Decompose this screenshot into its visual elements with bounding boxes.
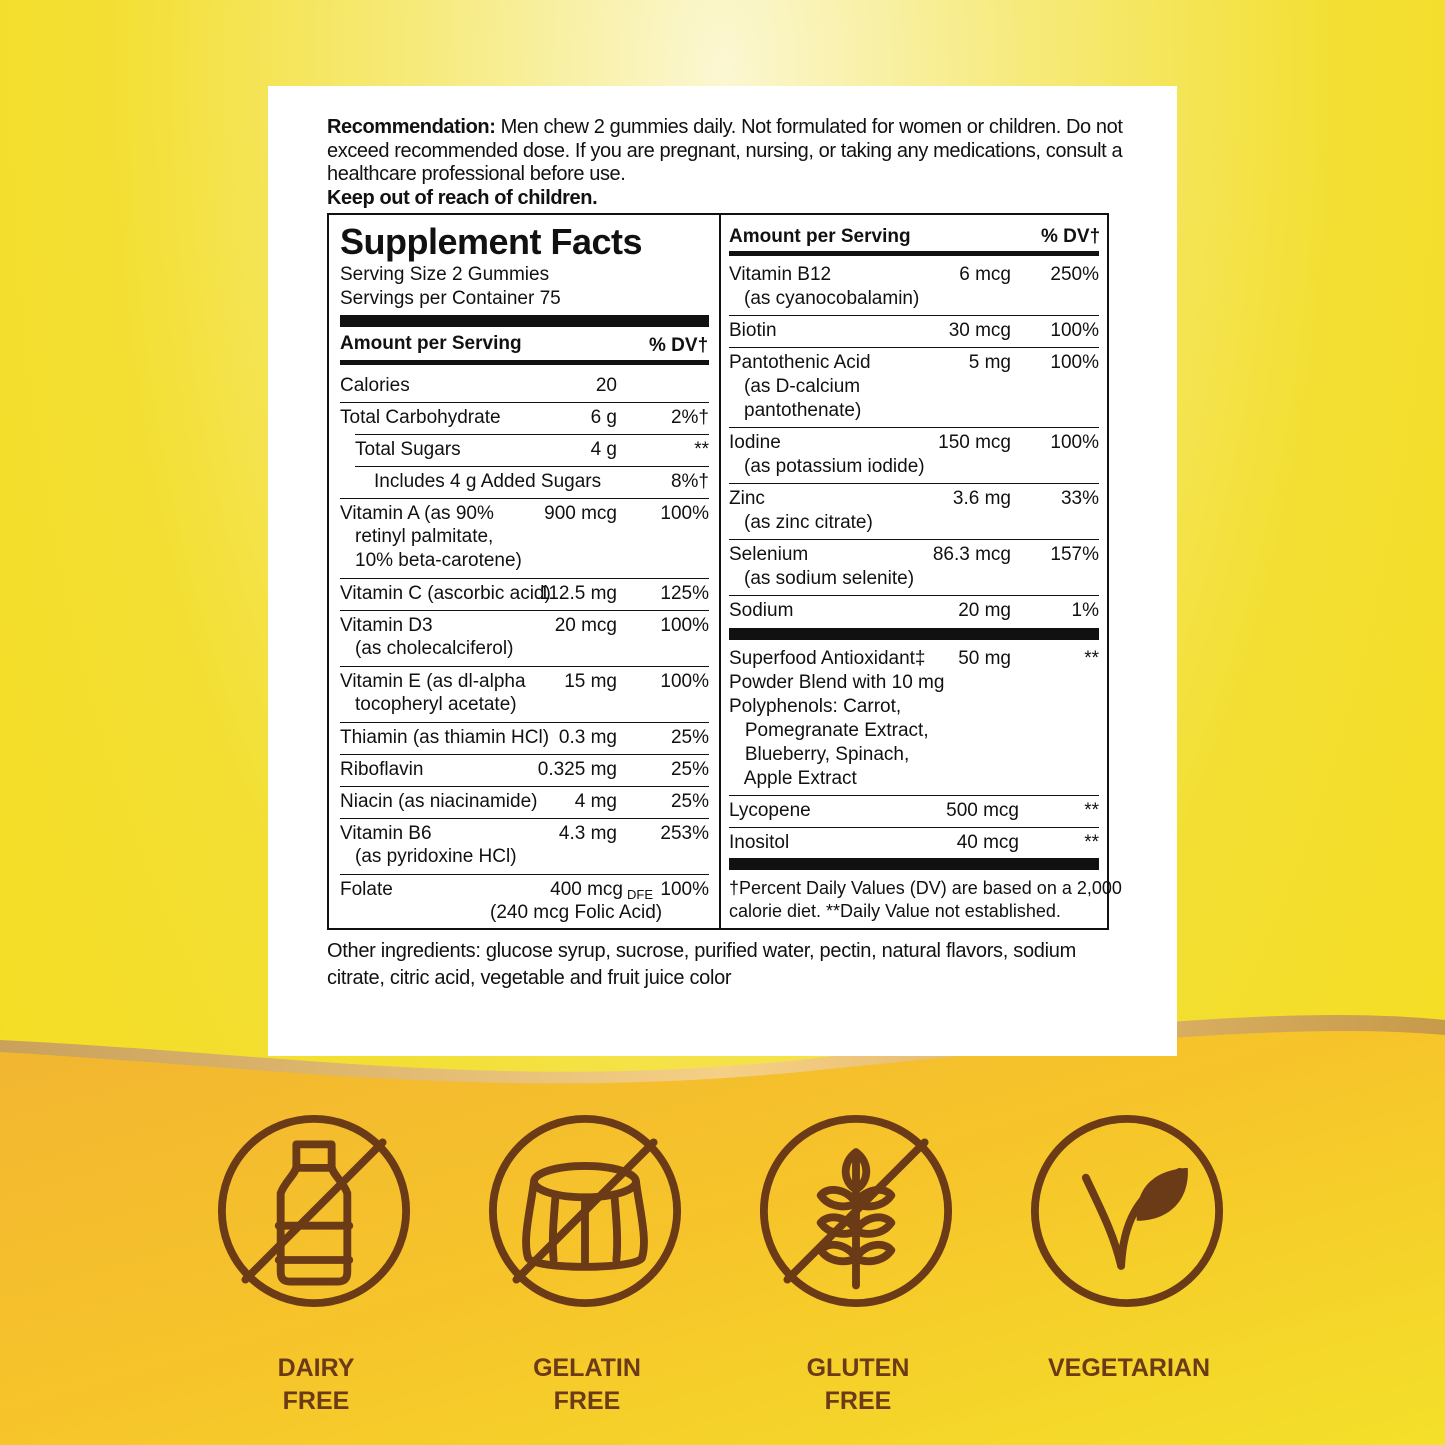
badge-label-vegetarian [1029, 1352, 1229, 1385]
blend-amount: 50 mg [958, 648, 1011, 669]
nutrient-dv: 100% [660, 879, 709, 900]
nutrient-dv: ** [1084, 800, 1099, 821]
leaf-sprout-icon [1029, 1113, 1225, 1309]
nutrient-name: Vitamin A (as 90% [340, 503, 494, 524]
badge-label-line: FREE [824, 1387, 892, 1415]
badge-label-line: FREE [553, 1387, 621, 1415]
recommendation-label: Recommendation: [327, 116, 496, 138]
facts-row [729, 543, 1099, 599]
nutrient-amount: 20 [595, 375, 617, 396]
row-divider [340, 754, 709, 755]
facts-row [340, 668, 709, 724]
nutrient-name: Total Carbohydrate [340, 407, 501, 428]
nutrient-name: Includes 4 g Added Sugars [374, 471, 602, 492]
row-divider [340, 498, 709, 499]
nutrient-dv: 100% [1050, 320, 1099, 341]
nutrient-dv: 2%† [670, 407, 709, 428]
nutrient-name: Lycopene [729, 800, 811, 821]
nutrient-amount: 6 mcg [959, 264, 1011, 285]
nutrient-amount: 30 mcg [948, 320, 1011, 341]
nutrient-amount: 6 g [590, 407, 617, 428]
facts-title: Supplement Facts [340, 221, 643, 262]
thick-divider [340, 315, 709, 327]
nutrient-name: Vitamin B12 [729, 264, 832, 285]
nutrient-source: (as zinc citrate) [744, 512, 873, 533]
nutrient-name: Thiamin (as thiamin HCl) [340, 727, 550, 748]
nutrient-name: Riboflavin [340, 759, 424, 780]
row-divider [729, 539, 1099, 540]
nutrient-amount: 20 mcg [554, 615, 617, 636]
facts-row [729, 799, 1099, 829]
row-divider [729, 827, 1099, 828]
row-divider [729, 315, 1099, 316]
nutrient-source: retinyl palmitate, 10% beta-carotene) [355, 526, 522, 571]
nutrient-amount: 86.3 mcg [932, 544, 1011, 565]
nutrient-dv: 100% [1050, 432, 1099, 453]
nutrient-dv: 253% [660, 823, 709, 844]
row-divider [340, 874, 709, 875]
nutrient-source: (as pyridoxine HCl) [355, 846, 517, 867]
nutrient-name: Selenium [729, 544, 809, 565]
badge-label-dairy [216, 1352, 416, 1418]
nutrient-dv: 8%† [670, 471, 709, 492]
nutrient-dv: ** [694, 439, 709, 460]
dv-header-right: % DV† [1041, 226, 1101, 247]
facts-row [729, 351, 1099, 431]
blend-row [729, 647, 1099, 797]
row-divider [729, 347, 1099, 348]
servings-per-container: Servings per Container 75 [340, 288, 561, 309]
badge-label-gelatin [487, 1352, 687, 1418]
badge-label-gluten [758, 1352, 958, 1418]
nutrient-name: Folate [340, 879, 393, 900]
row-divider [340, 818, 709, 819]
row-divider [340, 578, 709, 579]
facts-row [340, 612, 709, 668]
warning-text: Keep out of reach of children. [327, 186, 598, 209]
amount-unit: DFE [627, 887, 653, 902]
badge-label-line: FREE [282, 1387, 350, 1415]
dv-header-left: % DV† [649, 335, 709, 356]
nutrient-dv: 100% [660, 503, 709, 524]
nutrient-dv: 157% [1050, 544, 1099, 565]
amount-header-right: Amount per Serving [729, 226, 911, 247]
nutrient-name: Total Sugars [355, 439, 461, 460]
nutrient-name: Iodine [729, 432, 781, 453]
amount-sub: (240 mcg Folic Acid) [490, 902, 663, 923]
nutrient-dv: 33% [1060, 488, 1099, 509]
serving-info [340, 263, 561, 311]
nutrient-dv: 1% [1071, 600, 1099, 621]
medium-divider [340, 360, 709, 365]
nutrient-amount: 400 mcg [550, 879, 623, 900]
nutrient-dv: 100% [660, 615, 709, 636]
row-divider [340, 610, 709, 611]
nutrient-name: Vitamin E (as dl-alpha [340, 671, 526, 692]
row-divider [729, 595, 1099, 596]
nutrient-amount: 5 mg [968, 352, 1011, 373]
nutrient-amount: 150 mcg [938, 432, 1011, 453]
facts-row [340, 820, 709, 876]
facts-row [729, 487, 1099, 543]
nutrient-name: Inositol [729, 832, 790, 853]
badge-label-line: VEGETARIAN [1047, 1354, 1211, 1382]
facts-row [729, 263, 1099, 319]
row-divider [340, 786, 709, 787]
row-divider [340, 722, 709, 723]
badge-label-line: DAIRY [277, 1354, 355, 1382]
facts-row [340, 876, 709, 932]
thick-divider [729, 628, 1099, 640]
milk-bottle-crossed-icon [216, 1113, 412, 1309]
column-divider [719, 215, 721, 928]
nutrient-amount: 0.3 mg [558, 727, 617, 748]
amount-header-left: Amount per Serving [340, 333, 522, 354]
nutrient-dv: 100% [660, 671, 709, 692]
nutrient-dv: 25% [670, 791, 709, 812]
facts-row [340, 580, 709, 612]
nutrient-name: Calories [340, 375, 410, 396]
nutrient-amount: 15 mg [564, 671, 617, 692]
recommendation-text [327, 116, 1127, 210]
row-divider [355, 434, 709, 435]
badge-label-line: GELATIN [533, 1354, 641, 1382]
row-divider [340, 666, 709, 667]
blend-dv: ** [1084, 648, 1099, 669]
nutrient-source: (as D-calcium pantothenate) [744, 376, 862, 421]
nutrient-name: Niacin (as niacinamide) [340, 791, 538, 812]
facts-row [340, 788, 709, 820]
facts-row [340, 724, 709, 756]
nutrient-dv: 100% [1050, 352, 1099, 373]
nutrient-amount: 40 mcg [956, 832, 1019, 853]
nutrient-name: Vitamin D3 [340, 615, 433, 636]
row-divider [355, 466, 709, 467]
nutrient-source: (as potassium iodide) [744, 456, 925, 477]
nutrient-amount: 3.6 mg [952, 488, 1011, 509]
serving-size: Serving Size 2 Gummies [340, 264, 550, 285]
nutrient-source: tocopheryl acetate) [355, 694, 517, 715]
gelatin-mold-crossed-icon [487, 1113, 683, 1309]
nutrient-amount: 20 mg [958, 600, 1011, 621]
nutrient-amount: 500 mcg [946, 800, 1019, 821]
nutrient-dv: 25% [670, 727, 709, 748]
nutrient-source: (as cyanocobalamin) [744, 288, 920, 309]
nutrient-dv: 250% [1050, 264, 1099, 285]
supplement-facts-panel [327, 213, 1122, 930]
nutrient-source: (as cholecalciferol) [355, 638, 514, 659]
facts-row [729, 431, 1099, 487]
nutrient-dv: 25% [670, 759, 709, 780]
nutrient-name: Vitamin C (ascorbic acid) [340, 583, 551, 604]
facts-row [340, 372, 709, 404]
nutrient-amount: 112.5 mg [539, 583, 617, 604]
footnote: †Percent Daily Values (DV) are based on a 2,000 calorie diet. **Daily Value not established. [729, 878, 1122, 921]
facts-row [729, 831, 1099, 861]
right-header-divider [729, 251, 1099, 256]
nutrient-amount: 4.3 mg [558, 823, 617, 844]
facts-row [340, 404, 709, 436]
nutrient-amount: 0.325 mg [537, 759, 617, 780]
thick-divider [729, 858, 1099, 870]
facts-row [340, 468, 709, 500]
nutrient-amount: 4 mg [574, 791, 617, 812]
blend-name: Superfood Antioxidant‡ Powder Blend with 10 mg Polyphenols: Carrot, Pomegranate Extract, Blueberry, Spinach, Apple Extract [729, 648, 945, 789]
facts-row [729, 599, 1099, 631]
nutrient-source: (as sodium selenite) [744, 568, 915, 589]
facts-row [340, 756, 709, 788]
facts-row [340, 436, 709, 468]
row-divider [729, 483, 1099, 484]
row-divider [340, 402, 709, 403]
wheat-crossed-icon [758, 1113, 954, 1309]
badge-label-line: GLUTEN [806, 1354, 910, 1382]
nutrient-name: Biotin [729, 320, 777, 341]
recommendation-body: Men chew 2 gummies daily. Not formulated for women or children. Do not exceed recommended dose. If you are pregnant, nursing, or taking any medications, consult a healthcare professional before use. [327, 116, 1123, 185]
row-divider [729, 427, 1099, 428]
nutrient-name: Zinc [729, 488, 765, 509]
other-ingredients: Other ingredients: glucose syrup, sucrose, purified water, pectin, natural flavors, sodium citrate, citric acid, vegetable and fruit juice color [327, 940, 1076, 989]
nutrient-name: Pantothenic Acid [729, 352, 871, 373]
nutrient-amount: 900 mcg [544, 503, 617, 524]
nutrient-name: Sodium [729, 600, 794, 621]
row-divider [729, 795, 1099, 796]
nutrient-dv: ** [1084, 832, 1099, 853]
nutrient-dv: 125% [660, 583, 709, 604]
facts-row [340, 500, 709, 580]
nutrient-amount: 4 g [590, 439, 617, 460]
nutrient-name: Vitamin B6 [340, 823, 432, 844]
